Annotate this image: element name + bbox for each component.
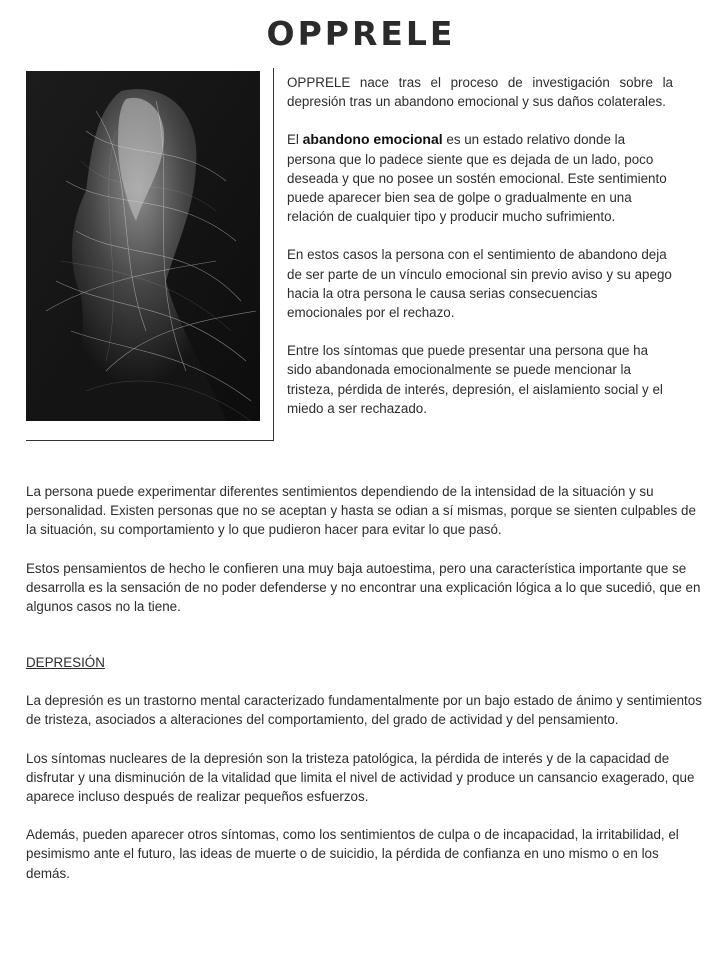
body-paragraph-2: Estos pensamientos de hecho le confieren una muy baja autoestima, pero una característica importante que se desarrolla es la sensación de no poder defenderse y no encontrar una explicación lógica a lo que sucedió, que en algunos casos no la tiene. [26,560,701,615]
intro-paragraph-1: OPPRELE nace tras el proceso de investigación sobre la depresión tras un abandono emocional y sus daños colaterales. [287,75,673,110]
body-paragraph-5: Además, pueden aparecer otros síntomas, como los sentimientos de culpa o de incapacidad, la irritabilidad, el pesimismo ante el futuro, las ideas de muerte o de suicidio, la pérdida de confianza en uno mismo o en los demás. [26,827,679,881]
intro-paragraph-2-rest: es un estado relativo donde la persona que lo padece siente que es dejada de un lado, poco deseada y que no posee un sostén emocional. Este sentimiento puede aparecer bien sea de golpe o gradualmente en una relación de cualquier tipo y producir mucho sufrimiento. [287,132,667,225]
page-title: OPPRELE [266,14,456,53]
section-heading-depresion: DEPRESIÓN [26,655,105,670]
intro-column [287,73,673,437]
depresion-section [26,653,702,902]
photo-frame [26,68,274,441]
body-paragraph-4: Los síntomas nucleares de la depresión son la tristeza patológica, la pérdida de interés y de la capacidad de disfrutar y una disminución de la vitalidad que limita el nivel de actividad y produce un cansancio exagerado, que aparece incluso después de realizar pequeños esfuerzos. [26,750,695,805]
intro-paragraph-2-lead: El [287,132,303,148]
intro-paragraph-4: Entre los síntomas que puede presentar una persona que ha sido abandonada emocionalmente se puede mencionar la tristeza, pérdida de interés, depresión, el aislamiento social y el miedo a ser rechazado. [287,343,663,416]
body-paragraph-3: La depresión es un trastorno mental caracterizado fundamentalmente por un bajo estado de ánimo y sentimientos de tristeza, asociados a alteraciones del comportamiento, del grado de actividad y del pensamiento. [26,693,702,728]
body-paragraph-1: La persona puede experimentar diferentes sentimientos dependiendo de la intensidad de la situación y su personalidad. Existen personas que no se aceptan y hasta se odian a sí mismas, porque se sienten culpables de la situación, su comportamiento y lo que pudieron hacer para evitar lo que pasó. [26,484,696,538]
abandono-emocional-term: abandono emocional [302,131,443,148]
intro-paragraph-2 [287,130,673,226]
intro-paragraph-3: En estos casos la persona con el sentimiento de abandono deja de ser parte de un vínculo emocional sin previo aviso y su apego hacia la otra persona le causa serias consecuencias emocionales por el rechazo. [287,247,672,321]
photo-face-veiled-in-threads-icon [26,71,260,421]
body-section-1 [26,482,702,635]
